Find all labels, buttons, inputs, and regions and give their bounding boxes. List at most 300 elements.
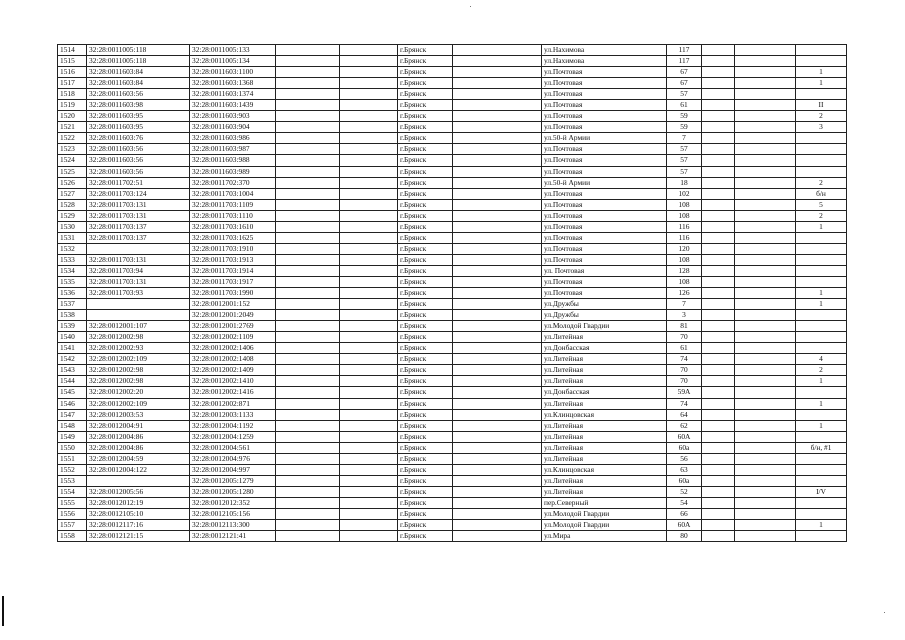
cell-house: 54 (667, 497, 702, 508)
cell-house: 67 (667, 67, 702, 78)
cell-flat (796, 431, 847, 442)
cell-e3 (453, 486, 542, 497)
cell-e4 (702, 56, 735, 67)
table-row (58, 89, 847, 100)
cell-num: 1558 (58, 531, 87, 542)
cell-e2 (340, 276, 398, 287)
cell-e4 (702, 508, 735, 519)
cell-e4 (702, 354, 735, 365)
cell-kad1: 32:28:0011703:94 (87, 265, 190, 276)
cell-e2 (340, 398, 398, 409)
cell-e3 (453, 531, 542, 542)
cell-house: 52 (667, 486, 702, 497)
cell-e1 (276, 122, 340, 133)
cell-kad1: 32:28:0012004:59 (87, 453, 190, 464)
cell-kad2: 32:28:0011703:1990 (190, 288, 276, 299)
cell-e4 (702, 531, 735, 542)
table-row (58, 122, 847, 133)
cell-city: г.Брянск (398, 531, 453, 542)
cell-street: ул.Литейная (542, 475, 667, 486)
cell-e2 (340, 508, 398, 519)
cell-e1 (276, 520, 340, 531)
cell-house: 81 (667, 321, 702, 332)
cell-city: г.Брянск (398, 332, 453, 343)
cell-flat (796, 276, 847, 287)
table-row (58, 56, 847, 67)
cell-house: 108 (667, 254, 702, 265)
cell-num: 1556 (58, 508, 87, 519)
cell-house: 57 (667, 166, 702, 177)
cell-kad2: 32:28:0011703:1625 (190, 232, 276, 243)
cell-num: 1550 (58, 442, 87, 453)
cell-flat: 1 (796, 288, 847, 299)
cell-e2 (340, 299, 398, 310)
cell-house: 70 (667, 376, 702, 387)
cell-house: 74 (667, 354, 702, 365)
cell-kad2: 32:28:0012002:1408 (190, 354, 276, 365)
cell-e2 (340, 89, 398, 100)
cell-e4 (702, 221, 735, 232)
cell-street: ул.Почтовая (542, 100, 667, 111)
cell-e2 (340, 45, 398, 56)
property-register-table (57, 44, 847, 542)
cell-flat: 2 (796, 210, 847, 221)
cell-e5 (735, 56, 796, 67)
cell-city: г.Брянск (398, 78, 453, 89)
cell-e3 (453, 387, 542, 398)
cell-e3 (453, 299, 542, 310)
table-row (58, 376, 847, 387)
cell-e1 (276, 299, 340, 310)
cell-e2 (340, 133, 398, 144)
cell-e1 (276, 133, 340, 144)
cell-e4 (702, 365, 735, 376)
cell-e3 (453, 56, 542, 67)
cell-e5 (735, 332, 796, 343)
cell-e1 (276, 155, 340, 166)
cell-num: 1534 (58, 265, 87, 276)
table-row (58, 232, 847, 243)
cell-house: 66 (667, 508, 702, 519)
table-row (58, 188, 847, 199)
cell-house: 3 (667, 310, 702, 321)
cell-e1 (276, 232, 340, 243)
cell-flat (796, 166, 847, 177)
cell-num: 1524 (58, 155, 87, 166)
cell-e4 (702, 243, 735, 254)
cell-city: г.Брянск (398, 310, 453, 321)
cell-e3 (453, 365, 542, 376)
cell-street: ул.Литейная (542, 332, 667, 343)
cell-e4 (702, 89, 735, 100)
table-row (58, 387, 847, 398)
cell-num: 1549 (58, 431, 87, 442)
cell-num: 1517 (58, 78, 87, 89)
table-row (58, 265, 847, 276)
cell-e5 (735, 232, 796, 243)
cell-kad1 (87, 310, 190, 321)
cell-kad1: 32:28:0012117:16 (87, 520, 190, 531)
cell-street: ул.Молодой Гвардии (542, 520, 667, 531)
cell-num: 1515 (58, 56, 87, 67)
cell-e5 (735, 122, 796, 133)
cell-flat (796, 464, 847, 475)
cell-city: г.Брянск (398, 166, 453, 177)
cell-street: ул.Дружбы (542, 299, 667, 310)
cell-kad1 (87, 243, 190, 254)
cell-e3 (453, 45, 542, 56)
cell-house: 70 (667, 332, 702, 343)
table-row (58, 409, 847, 420)
cell-house: 59 (667, 122, 702, 133)
cell-num: 1546 (58, 398, 87, 409)
cell-kad1: 32:28:0011703:131 (87, 199, 190, 210)
cell-house: 74 (667, 398, 702, 409)
cell-flat (796, 387, 847, 398)
cell-e4 (702, 343, 735, 354)
cell-e2 (340, 188, 398, 199)
cell-house: 128 (667, 265, 702, 276)
cell-num: 1538 (58, 310, 87, 321)
cell-num: 1535 (58, 276, 87, 287)
cell-e2 (340, 464, 398, 475)
table-row (58, 144, 847, 155)
cell-flat: 1 (796, 78, 847, 89)
cell-house: 18 (667, 177, 702, 188)
cell-flat (796, 155, 847, 166)
cell-e2 (340, 177, 398, 188)
cell-kad1: 32:28:0011603:95 (87, 122, 190, 133)
cell-e3 (453, 497, 542, 508)
cell-kad1: 32:28:0011703:131 (87, 210, 190, 221)
cell-kad2: 32:28:0012121:41 (190, 531, 276, 542)
cell-kad2: 32:28:0012005:1279 (190, 475, 276, 486)
cell-e5 (735, 144, 796, 155)
cell-e2 (340, 343, 398, 354)
table-row (58, 332, 847, 343)
cell-e4 (702, 464, 735, 475)
cell-flat: 1 (796, 221, 847, 232)
cell-e3 (453, 276, 542, 287)
cell-e2 (340, 442, 398, 453)
cell-num: 1519 (58, 100, 87, 111)
cell-kad2: 32:28:0011703:1913 (190, 254, 276, 265)
cell-e3 (453, 431, 542, 442)
cell-e5 (735, 210, 796, 221)
cell-street: ул.Литейная (542, 486, 667, 497)
cell-e5 (735, 45, 796, 56)
cell-house: 56 (667, 453, 702, 464)
cell-flat: 2 (796, 111, 847, 122)
cell-e2 (340, 144, 398, 155)
cell-house: 67 (667, 78, 702, 89)
cell-kad2: 32:28:0011702:370 (190, 177, 276, 188)
cell-city: г.Брянск (398, 520, 453, 531)
cell-e4 (702, 133, 735, 144)
table-row (58, 133, 847, 144)
cell-house: 108 (667, 276, 702, 287)
table-row (58, 166, 847, 177)
cell-street: ул.Нахимова (542, 56, 667, 67)
cell-e1 (276, 453, 340, 464)
cell-e3 (453, 133, 542, 144)
cell-kad2: 32:28:0011005:134 (190, 56, 276, 67)
cell-city: г.Брянск (398, 354, 453, 365)
table-row (58, 442, 847, 453)
cell-kad1: 32:28:0012002:109 (87, 398, 190, 409)
cell-e5 (735, 420, 796, 431)
cell-city: г.Брянск (398, 45, 453, 56)
cell-kad2: 32:28:0012001:2769 (190, 321, 276, 332)
cell-e4 (702, 520, 735, 531)
cell-kad1: 32:28:0012004:86 (87, 431, 190, 442)
cell-num: 1530 (58, 221, 87, 232)
cell-e1 (276, 265, 340, 276)
cell-e2 (340, 486, 398, 497)
cell-e5 (735, 221, 796, 232)
cell-house: 117 (667, 56, 702, 67)
table-row (58, 254, 847, 265)
cell-flat (796, 409, 847, 420)
cell-flat: 2 (796, 365, 847, 376)
cell-house: 116 (667, 232, 702, 243)
cell-street: ул.Почтовая (542, 111, 667, 122)
cell-e2 (340, 100, 398, 111)
cell-house: 57 (667, 155, 702, 166)
cell-e5 (735, 100, 796, 111)
cell-e1 (276, 56, 340, 67)
table-row (58, 486, 847, 497)
cell-house: 61 (667, 343, 702, 354)
cell-kad1: 32:28:0011703:137 (87, 221, 190, 232)
cell-street: ул.Почтовая (542, 122, 667, 133)
cell-street: ул.Почтовая (542, 243, 667, 254)
cell-flat (796, 508, 847, 519)
cell-city: г.Брянск (398, 299, 453, 310)
cell-kad1: 32:28:0011603:84 (87, 67, 190, 78)
cell-e1 (276, 420, 340, 431)
cell-city: г.Брянск (398, 409, 453, 420)
cell-e3 (453, 232, 542, 243)
cell-city: г.Брянск (398, 398, 453, 409)
cell-city: г.Брянск (398, 321, 453, 332)
cell-e1 (276, 365, 340, 376)
cell-e4 (702, 442, 735, 453)
cell-e3 (453, 265, 542, 276)
cell-e2 (340, 199, 398, 210)
cell-kad1: 32:28:0011603:84 (87, 78, 190, 89)
cell-city: г.Брянск (398, 464, 453, 475)
cell-e2 (340, 122, 398, 133)
cell-e3 (453, 89, 542, 100)
cell-kad1: 32:28:0011603:56 (87, 166, 190, 177)
cell-e3 (453, 188, 542, 199)
cell-e2 (340, 265, 398, 276)
cell-street: ул.Литейная (542, 354, 667, 365)
cell-kad2: 32:28:0011703:1004 (190, 188, 276, 199)
scan-speck (470, 6, 471, 7)
cell-flat (796, 310, 847, 321)
cell-flat (796, 475, 847, 486)
cell-num: 1532 (58, 243, 87, 254)
cell-e5 (735, 321, 796, 332)
cell-e2 (340, 288, 398, 299)
cell-kad2: 32:28:0012002:1406 (190, 343, 276, 354)
cell-kad1: 32:28:0012002:109 (87, 354, 190, 365)
cell-e2 (340, 332, 398, 343)
cell-e3 (453, 321, 542, 332)
cell-e1 (276, 310, 340, 321)
table-row (58, 45, 847, 56)
cell-kad1 (87, 299, 190, 310)
cell-city: г.Брянск (398, 265, 453, 276)
cell-e4 (702, 232, 735, 243)
cell-kad2: 32:28:0011703:1910 (190, 243, 276, 254)
cell-e3 (453, 508, 542, 519)
cell-kad1: 32:28:0011603:56 (87, 155, 190, 166)
cell-e3 (453, 420, 542, 431)
cell-e3 (453, 144, 542, 155)
cell-city: г.Брянск (398, 221, 453, 232)
cell-e4 (702, 265, 735, 276)
cell-kad1: 32:28:0012002:20 (87, 387, 190, 398)
cell-street: ул.Почтовая (542, 254, 667, 265)
table-row (58, 321, 847, 332)
table-row (58, 288, 847, 299)
cell-e4 (702, 475, 735, 486)
cell-kad2: 32:28:0011603:986 (190, 133, 276, 144)
cell-e3 (453, 332, 542, 343)
cell-e5 (735, 365, 796, 376)
register-rows (58, 45, 847, 542)
cell-e2 (340, 431, 398, 442)
cell-city: г.Брянск (398, 155, 453, 166)
cell-kad1 (87, 475, 190, 486)
cell-kad2: 32:28:0012105:156 (190, 508, 276, 519)
cell-kad2: 32:28:0011603:989 (190, 166, 276, 177)
cell-num: 1525 (58, 166, 87, 177)
cell-e5 (735, 398, 796, 409)
cell-kad1: 32:28:0011703:131 (87, 276, 190, 287)
cell-house: 7 (667, 133, 702, 144)
cell-e1 (276, 243, 340, 254)
cell-e5 (735, 354, 796, 365)
cell-street: ул.Литейная (542, 365, 667, 376)
cell-kad1: 32:28:0011603:56 (87, 144, 190, 155)
cell-kad2: 32:28:0012004:1259 (190, 431, 276, 442)
cell-e4 (702, 100, 735, 111)
cell-e2 (340, 520, 398, 531)
cell-e1 (276, 166, 340, 177)
table-row (58, 453, 847, 464)
cell-street: ул.Литейная (542, 420, 667, 431)
cell-street: ул.Литейная (542, 442, 667, 453)
cell-e2 (340, 354, 398, 365)
cell-e1 (276, 387, 340, 398)
cell-city: г.Брянск (398, 475, 453, 486)
cell-e5 (735, 310, 796, 321)
cell-e5 (735, 508, 796, 519)
cell-kad2: 32:28:0011703:1109 (190, 199, 276, 210)
cell-e2 (340, 210, 398, 221)
cell-kad2: 32:28:0011703:1914 (190, 265, 276, 276)
cell-e4 (702, 254, 735, 265)
cell-house: 116 (667, 221, 702, 232)
cell-e4 (702, 398, 735, 409)
cell-e3 (453, 111, 542, 122)
table-row (58, 299, 847, 310)
cell-house: 80 (667, 531, 702, 542)
table-row (58, 420, 847, 431)
cell-flat: б/н, #1 (796, 442, 847, 453)
cell-e1 (276, 177, 340, 188)
cell-e5 (735, 409, 796, 420)
cell-kad1: 32:28:0012004:91 (87, 420, 190, 431)
cell-kad2: 32:28:0011603:988 (190, 155, 276, 166)
cell-kad2: 32:28:0012001:152 (190, 299, 276, 310)
cell-e4 (702, 387, 735, 398)
cell-num: 1548 (58, 420, 87, 431)
table-row (58, 365, 847, 376)
table-row (58, 199, 847, 210)
cell-city: г.Брянск (398, 442, 453, 453)
cell-num: 1555 (58, 497, 87, 508)
cell-e5 (735, 453, 796, 464)
cell-city: г.Брянск (398, 210, 453, 221)
cell-e2 (340, 409, 398, 420)
cell-flat: 5 (796, 199, 847, 210)
cell-kad1: 32:28:0012012:19 (87, 497, 190, 508)
cell-e4 (702, 67, 735, 78)
scan-edge-mark (2, 596, 4, 626)
cell-num: 1528 (58, 199, 87, 210)
cell-street: ул.Донбасская (542, 343, 667, 354)
cell-e4 (702, 486, 735, 497)
cell-kad2: 32:28:0011005:133 (190, 45, 276, 56)
cell-house: 60А (667, 520, 702, 531)
table-row (58, 343, 847, 354)
cell-e5 (735, 288, 796, 299)
cell-e3 (453, 199, 542, 210)
cell-e1 (276, 276, 340, 287)
cell-kad2: 32:28:0012005:1280 (190, 486, 276, 497)
cell-e2 (340, 166, 398, 177)
cell-kad1: 32:28:0012005:56 (87, 486, 190, 497)
cell-num: 1521 (58, 122, 87, 133)
cell-e1 (276, 67, 340, 78)
cell-kad1: 32:28:0011603:56 (87, 89, 190, 100)
cell-e5 (735, 177, 796, 188)
cell-street: ул.Почтовая (542, 210, 667, 221)
cell-flat (796, 531, 847, 542)
cell-street: ул.Почтовая (542, 89, 667, 100)
table-row (58, 475, 847, 486)
cell-city: г.Брянск (398, 111, 453, 122)
cell-e4 (702, 78, 735, 89)
cell-street: ул.Почтовая (542, 67, 667, 78)
cell-kad1: 32:28:0012002:98 (87, 332, 190, 343)
cell-street: ул.Донбасская (542, 387, 667, 398)
cell-e1 (276, 321, 340, 332)
cell-kad2: 32:28:0012001:2049 (190, 310, 276, 321)
cell-flat (796, 321, 847, 332)
cell-e3 (453, 464, 542, 475)
cell-num: 1540 (58, 332, 87, 343)
cell-e3 (453, 243, 542, 254)
cell-city: г.Брянск (398, 508, 453, 519)
table-row (58, 100, 847, 111)
cell-kad1: 32:28:0011005:118 (87, 56, 190, 67)
